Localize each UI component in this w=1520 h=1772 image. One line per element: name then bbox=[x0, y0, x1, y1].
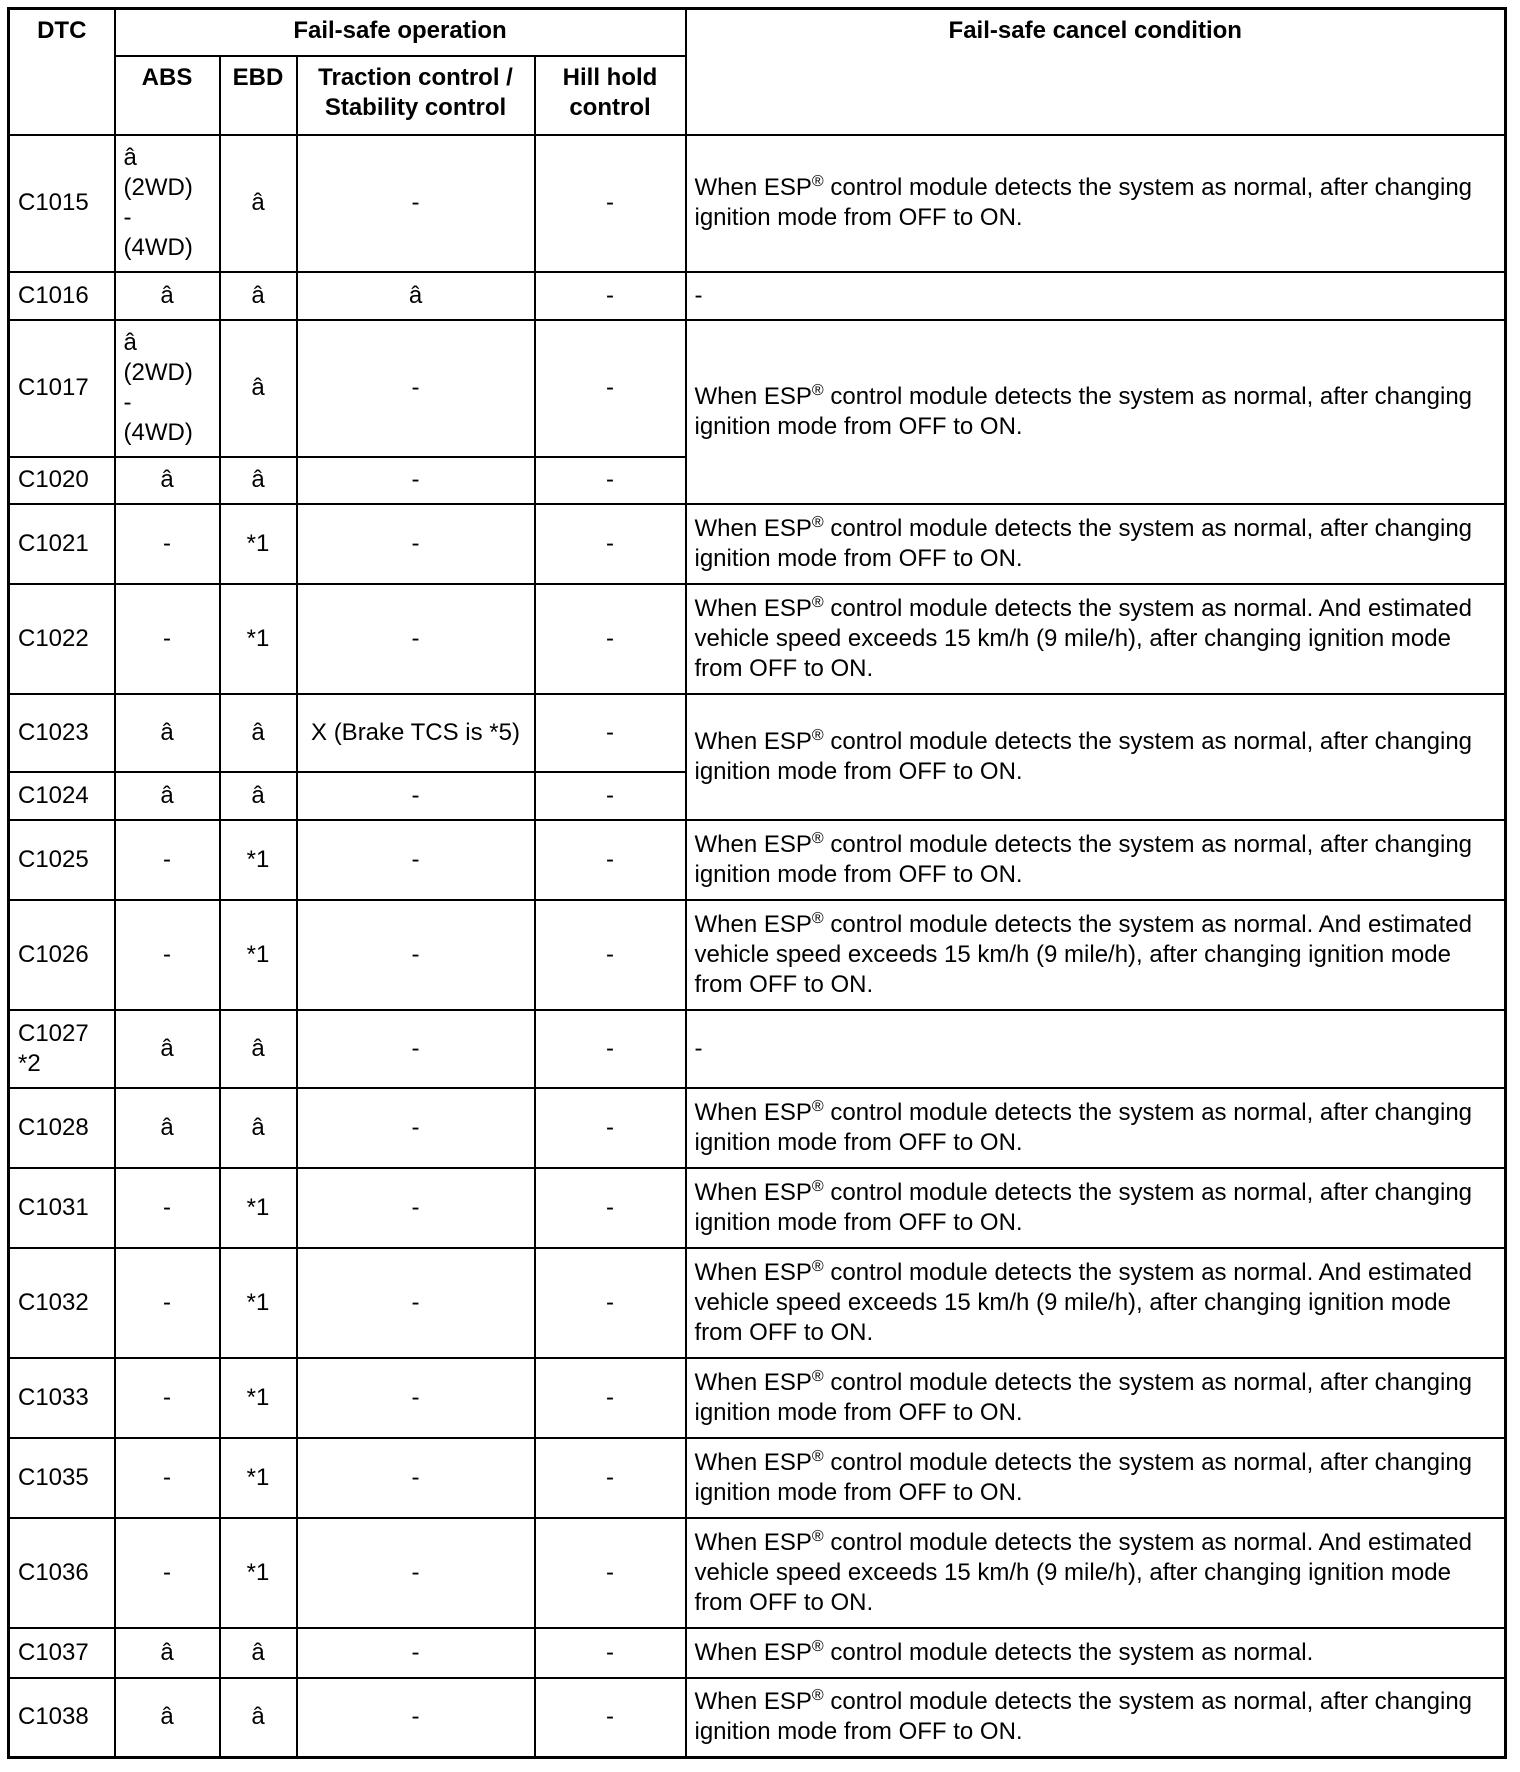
table-row bbox=[9, 1518, 1506, 1628]
dtc-cell: C1015 bbox=[9, 135, 115, 272]
abs-cell: - bbox=[115, 584, 220, 694]
ebd-cell: *1 bbox=[220, 1168, 297, 1248]
hill-hold-cell: - bbox=[535, 135, 686, 272]
table-row bbox=[9, 1248, 1506, 1358]
dtc-cell: C1024 bbox=[9, 772, 115, 820]
cancel-condition-cell: When ESP® control module detects the system as normal, after changing ignition mode from OFF to ON. bbox=[686, 320, 1506, 504]
dtc-cell: C1026 bbox=[9, 900, 115, 1010]
hill-hold-cell: - bbox=[535, 900, 686, 1010]
traction-cell: - bbox=[297, 457, 535, 504]
hill-hold-cell: - bbox=[535, 457, 686, 504]
hill-hold-cell: - bbox=[535, 1628, 686, 1678]
table-row bbox=[9, 1168, 1506, 1248]
hill-hold-cell: - bbox=[535, 1438, 686, 1518]
abs-cell: â bbox=[115, 457, 220, 504]
hill-hold-cell: - bbox=[535, 1248, 686, 1358]
dtc-cell: C1027 *2 bbox=[9, 1010, 115, 1088]
table-body bbox=[9, 135, 1506, 1758]
abs-cell: - bbox=[115, 1248, 220, 1358]
ebd-cell: â bbox=[220, 135, 297, 272]
table-row bbox=[9, 1088, 1506, 1168]
ebd-cell: *1 bbox=[220, 584, 297, 694]
cancel-condition-cell: When ESP® control module detects the system as normal. And estimated vehicle speed exceeds 15 km/h (9 mile/h), after changing ignition mode from OFF to ON. bbox=[686, 900, 1506, 1010]
hill-hold-cell: - bbox=[535, 584, 686, 694]
dtc-cell: C1023 bbox=[9, 694, 115, 772]
abs-cell: â bbox=[115, 1628, 220, 1678]
abs-cell: - bbox=[115, 1438, 220, 1518]
ebd-cell: *1 bbox=[220, 1518, 297, 1628]
header-ebd: EBD bbox=[220, 56, 297, 135]
hill-hold-cell: - bbox=[535, 1678, 686, 1758]
cancel-condition-cell: When ESP® control module detects the system as normal, after changing ignition mode from OFF to ON. bbox=[686, 504, 1506, 584]
dtc-cell: C1035 bbox=[9, 1438, 115, 1518]
dtc-cell: C1028 bbox=[9, 1088, 115, 1168]
dtc-cell: C1036 bbox=[9, 1518, 115, 1628]
header-dtc: DTC bbox=[9, 9, 115, 135]
table-header bbox=[9, 9, 1506, 135]
traction-cell: - bbox=[297, 1358, 535, 1438]
cancel-condition-cell: When ESP® control module detects the system as normal. And estimated vehicle speed exceeds 15 km/h (9 mile/h), after changing ignition mode from OFF to ON. bbox=[686, 1518, 1506, 1628]
dtc-cell: C1016 bbox=[9, 272, 115, 320]
table-row bbox=[9, 900, 1506, 1010]
ebd-cell: â bbox=[220, 457, 297, 504]
abs-cell: - bbox=[115, 504, 220, 584]
traction-cell: - bbox=[297, 1168, 535, 1248]
hill-hold-cell: - bbox=[535, 1010, 686, 1088]
header-abs: ABS bbox=[115, 56, 220, 135]
ebd-cell: *1 bbox=[220, 1438, 297, 1518]
table-row bbox=[9, 272, 1506, 320]
cancel-condition-cell: When ESP® control module detects the system as normal, after changing ignition mode from OFF to ON. bbox=[686, 1438, 1506, 1518]
hill-hold-cell: - bbox=[535, 1088, 686, 1168]
table-row bbox=[9, 135, 1506, 272]
ebd-cell: â bbox=[220, 1088, 297, 1168]
table-row bbox=[9, 1678, 1506, 1758]
cancel-condition-cell: - bbox=[686, 1010, 1506, 1088]
ebd-cell: *1 bbox=[220, 504, 297, 584]
hill-hold-cell: - bbox=[535, 272, 686, 320]
table-row bbox=[9, 820, 1506, 900]
traction-cell: â bbox=[297, 272, 535, 320]
cancel-condition-cell: When ESP® control module detects the system as normal, after changing ignition mode from OFF to ON. bbox=[686, 1168, 1506, 1248]
ebd-cell: *1 bbox=[220, 1248, 297, 1358]
abs-cell: â bbox=[115, 272, 220, 320]
hill-hold-cell: - bbox=[535, 1168, 686, 1248]
table-row bbox=[9, 1010, 1506, 1088]
dtc-cell: C1032 bbox=[9, 1248, 115, 1358]
ebd-cell: *1 bbox=[220, 1358, 297, 1438]
header-cancel-condition: Fail-safe cancel condition bbox=[686, 9, 1506, 135]
ebd-cell: â bbox=[220, 1628, 297, 1678]
traction-cell: X (Brake TCS is *5) bbox=[297, 694, 535, 772]
traction-cell: - bbox=[297, 820, 535, 900]
abs-cell: â bbox=[115, 772, 220, 820]
cancel-condition-cell: When ESP® control module detects the system as normal, after changing ignition mode from OFF to ON. bbox=[686, 135, 1506, 272]
cancel-condition-cell: When ESP® control module detects the system as normal, after changing ignition mode from OFF to ON. bbox=[686, 1358, 1506, 1438]
cancel-condition-cell: When ESP® control module detects the system as normal, after changing ignition mode from OFF to ON. bbox=[686, 694, 1506, 820]
traction-cell: - bbox=[297, 584, 535, 694]
dtc-cell: C1025 bbox=[9, 820, 115, 900]
hill-hold-cell: - bbox=[535, 772, 686, 820]
cancel-condition-cell: When ESP® control module detects the system as normal, after changing ignition mode from OFF to ON. bbox=[686, 1088, 1506, 1168]
failsafe-table bbox=[7, 7, 1507, 1759]
traction-cell: - bbox=[297, 504, 535, 584]
ebd-cell: â bbox=[220, 272, 297, 320]
traction-cell: - bbox=[297, 900, 535, 1010]
ebd-cell: â bbox=[220, 1010, 297, 1088]
table-row bbox=[9, 1438, 1506, 1518]
dtc-cell: C1033 bbox=[9, 1358, 115, 1438]
dtc-cell: C1021 bbox=[9, 504, 115, 584]
cancel-condition-cell: - bbox=[686, 272, 1506, 320]
dtc-cell: C1020 bbox=[9, 457, 115, 504]
ebd-cell: *1 bbox=[220, 900, 297, 1010]
ebd-cell: â bbox=[220, 1678, 297, 1758]
header-failsafe-operation: Fail-safe operation bbox=[115, 9, 686, 56]
table-row bbox=[9, 1358, 1506, 1438]
dtc-cell: C1022 bbox=[9, 584, 115, 694]
cancel-condition-cell: When ESP® control module detects the system as normal, after changing ignition mode from OFF to ON. bbox=[686, 1678, 1506, 1758]
traction-cell: - bbox=[297, 1628, 535, 1678]
traction-cell: - bbox=[297, 1010, 535, 1088]
dtc-cell: C1038 bbox=[9, 1678, 115, 1758]
dtc-cell: C1031 bbox=[9, 1168, 115, 1248]
ebd-cell: *1 bbox=[220, 820, 297, 900]
dtc-cell: C1017 bbox=[9, 320, 115, 457]
abs-cell: â (2WD) - (4WD) bbox=[115, 320, 220, 457]
table-row bbox=[9, 320, 1506, 457]
dtc-cell: C1037 bbox=[9, 1628, 115, 1678]
hill-hold-cell: - bbox=[535, 820, 686, 900]
table-row bbox=[9, 694, 1506, 772]
traction-cell: - bbox=[297, 1248, 535, 1358]
traction-cell: - bbox=[297, 772, 535, 820]
cancel-condition-cell: When ESP® control module detects the system as normal. bbox=[686, 1628, 1506, 1678]
header-hill: Hill hold control bbox=[535, 56, 686, 135]
hill-hold-cell: - bbox=[535, 1518, 686, 1628]
ebd-cell: â bbox=[220, 694, 297, 772]
hill-hold-cell: - bbox=[535, 320, 686, 457]
cancel-condition-cell: When ESP® control module detects the system as normal. And estimated vehicle speed exceeds 15 km/h (9 mile/h), after changing ignition mode from OFF to ON. bbox=[686, 1248, 1506, 1358]
abs-cell: - bbox=[115, 1358, 220, 1438]
traction-cell: - bbox=[297, 1438, 535, 1518]
table-row bbox=[9, 504, 1506, 584]
cancel-condition-cell: When ESP® control module detects the system as normal, after changing ignition mode from OFF to ON. bbox=[686, 820, 1506, 900]
ebd-cell: â bbox=[220, 320, 297, 457]
abs-cell: - bbox=[115, 1168, 220, 1248]
abs-cell: â bbox=[115, 694, 220, 772]
abs-cell: - bbox=[115, 900, 220, 1010]
traction-cell: - bbox=[297, 320, 535, 457]
traction-cell: - bbox=[297, 135, 535, 272]
traction-cell: - bbox=[297, 1678, 535, 1758]
traction-cell: - bbox=[297, 1518, 535, 1628]
hill-hold-cell: - bbox=[535, 694, 686, 772]
header-traction: Traction control / Stability control bbox=[297, 56, 535, 135]
hill-hold-cell: - bbox=[535, 1358, 686, 1438]
abs-cell: â bbox=[115, 1678, 220, 1758]
cancel-condition-cell: When ESP® control module detects the system as normal. And estimated vehicle speed exceeds 15 km/h (9 mile/h), after changing ignition mode from OFF to ON. bbox=[686, 584, 1506, 694]
hill-hold-cell: - bbox=[535, 504, 686, 584]
abs-cell: â bbox=[115, 1010, 220, 1088]
table-row bbox=[9, 584, 1506, 694]
table-row bbox=[9, 1628, 1506, 1678]
traction-cell: - bbox=[297, 1088, 535, 1168]
abs-cell: - bbox=[115, 1518, 220, 1628]
abs-cell: â bbox=[115, 1088, 220, 1168]
ebd-cell: â bbox=[220, 772, 297, 820]
abs-cell: â (2WD) - (4WD) bbox=[115, 135, 220, 272]
abs-cell: - bbox=[115, 820, 220, 900]
